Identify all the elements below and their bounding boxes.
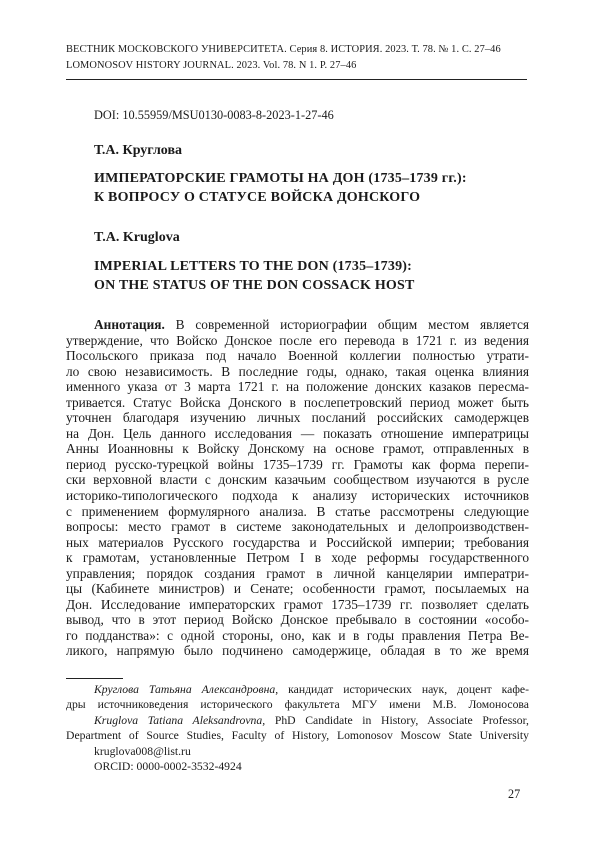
- abstract-line: тривается. Статус Войска Донского в послепетровский период может быть: [66, 394, 529, 410]
- author-name-en: Kruglova Tatiana Aleksandrovna,: [94, 713, 266, 727]
- page-number: 27: [508, 787, 521, 801]
- title-ru: [94, 170, 467, 207]
- author-affiliation-en-start: PhD Candidate in History, Associate Professor,: [265, 713, 529, 727]
- footnote-en-line2: Department of Source Studies, Faculty of History, Lomonosov Moscow State University: [66, 729, 529, 743]
- author-name-ru: Круглова Татьяна Александровна: [94, 683, 276, 696]
- abstract-line: уточнен благодаря изучению личных посланий российских самодержцев: [66, 410, 529, 426]
- abstract-line: вывод, что в этот период Войско Донское пребывало в состоянии «особо-: [66, 612, 529, 628]
- author-footnote: [66, 682, 529, 774]
- title-ru-line1: ИМПЕРАТОРСКИЕ ГРАМОТЫ НА ДОН (1735–1739 гг.):: [94, 171, 467, 186]
- footnote-en-line1: [66, 713, 529, 728]
- abstract-line: период русско-турецкой войны 1735–1739 гг. Грамоты как форма перепи-: [66, 456, 529, 472]
- abstract-line: управления; порядок создания грамот в личной канцелярии императри-: [66, 565, 529, 581]
- author-orcid: ORCID: 0000-0002-3532-4924: [94, 759, 242, 773]
- abstract-line: ликого, напрямую было подчинено самодержице, обладая в то же время: [66, 643, 529, 659]
- abstract-label: Аннотация.: [94, 317, 165, 332]
- footnote-divider: [66, 678, 123, 679]
- author-affiliation-ru-start: , кандидат исторических наук, доцент кафе-: [275, 683, 529, 696]
- footnote-ru-line1: [66, 682, 529, 697]
- running-header: [66, 42, 501, 74]
- abstract-line: ных материалов Русского государства и Российской империи; требования: [66, 534, 529, 550]
- title-ru-line2: К ВОПРОСУ О СТАТУСЕ ВОЙСКА ДОНСКОГО: [94, 189, 421, 205]
- abstract-line: на Дон. Цель данного исследования — показать отношение императрицы: [66, 425, 529, 441]
- abstract-first-line: [66, 317, 529, 333]
- header-line-en: LOMONOSOV HISTORY JOURNAL. 2023. Vol. 78. N 1. P. 27–46: [66, 60, 357, 71]
- abstract-line: Анны Иоанновны к Войску Донскому на основе грамот, отправленных в: [66, 441, 529, 457]
- abstract-line: вопросы: место грамот в системе законодательных и делопроизводствен-: [66, 519, 529, 535]
- title-en-line1: IMPERIAL LETTERS TO THE DON (1735–1739):: [94, 259, 413, 274]
- abstract-first-line-text: В современной историографии общим местом является: [164, 317, 529, 332]
- header-divider: [66, 79, 527, 80]
- abstract-line: ло свою независимость. В последние годы, однако, такая оценка влияния: [66, 363, 529, 379]
- abstract-line: цы (Кабинете министров) и Сенате; особенности грамот, посылаемых на: [66, 581, 529, 597]
- doi-line: DOI: 10.55959/MSU0130-0083-8-2023-1-27-46: [94, 108, 334, 122]
- abstract: [66, 317, 529, 659]
- footnote-ru-line2: дры источниковедения исторического факультета МГУ имени М.В. Ломоносова: [66, 698, 529, 712]
- abstract-line: Дон. Исследование императорских грамот 1735–1739 гг. позволяет сделать: [66, 596, 529, 612]
- abstract-line: именного указа от 3 марта 1721 г. на положение донских казаков пересма-: [66, 379, 529, 395]
- author-email[interactable]: kruglova008@list.ru: [94, 744, 191, 758]
- abstract-line: го подданства»: с одной стороны, оно, как и в годы правления Петра Ве-: [66, 627, 529, 643]
- abstract-line: к грамотам, установленные Петром I в ходе реформы государственного: [66, 550, 529, 566]
- abstract-line: историко-типологического подхода к анализу исторических источников: [66, 488, 529, 504]
- title-en: [94, 258, 415, 295]
- abstract-line: Посольского приказа под начало Военной коллегии полностью утрати-: [66, 348, 529, 364]
- author-ru: Т.А. Круглова: [94, 143, 183, 158]
- abstract-line: утверждение, что Войско Донское после его перевода в 1721 г. из ведения: [66, 332, 529, 348]
- abstract-line: ски верховной власти с донским казачьим сообществом изучаются в русле: [66, 472, 529, 488]
- header-line-ru: ВЕСТНИК МОСКОВСКОГО УНИВЕРСИТЕТА. Серия 8. ИСТОРИЯ. 2023. Т. 78. № 1. С. 27–46: [66, 44, 501, 55]
- title-en-line2: ON THE STATUS OF THE DON COSSACK HOST: [94, 277, 415, 293]
- abstract-line: с применением формулярного анализа. В статье рассмотрены следующие: [66, 503, 529, 519]
- author-en: T.A. Kruglova: [94, 230, 180, 245]
